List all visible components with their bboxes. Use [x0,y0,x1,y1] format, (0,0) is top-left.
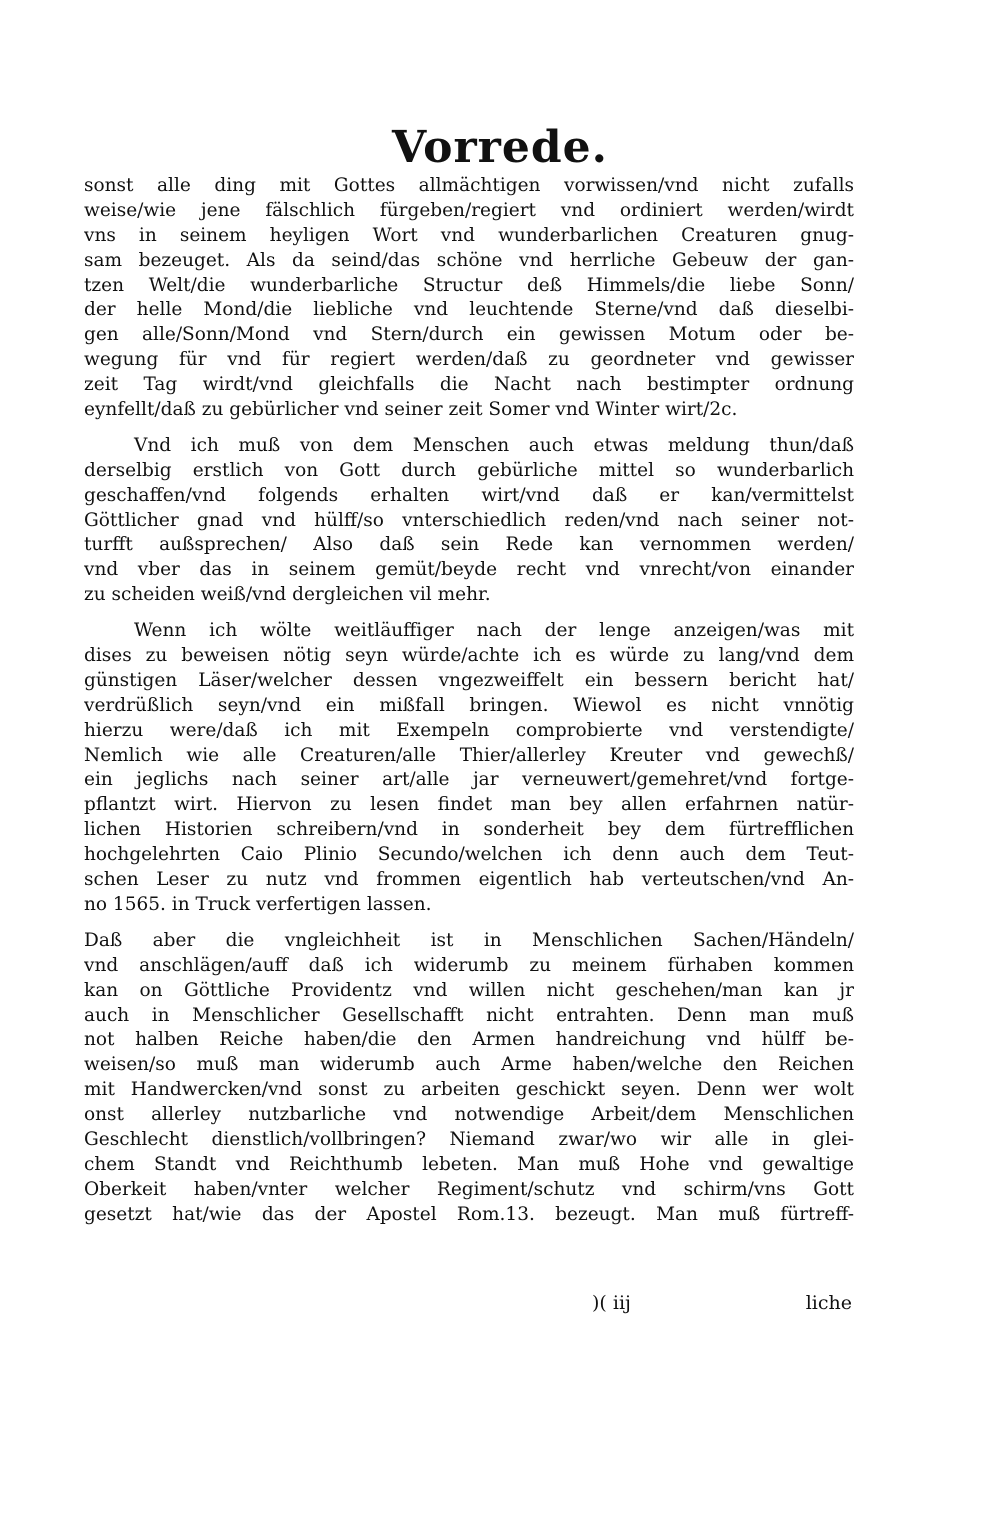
text-line: schen Leser zu nutz vnd frommen eigentlich hab verteutschen/vnd An- [84,869,854,891]
paragraph [84,619,854,918]
text-line: ein jeglichs nach seiner art/alle jar verneuwert/gemehret/vnd fortge- [84,769,854,791]
text-line: Oberkeit haben/vnter welcher Regiment/schutz vnd schirm/vns Gott [84,1178,854,1200]
text-line: geschaffen/vnd folgends erhalten wirt/vnd daß er kan/vermittelst [84,484,854,506]
text-line: mit Handwercken/vnd sonst zu arbeiten geschickt seyen. Denn wer wolt [84,1079,854,1101]
text-line: gesetzt hat/wie das der Apostel Rom.13. bezeugt. Man muß fürtreff- [84,1203,854,1225]
text-line: hierzu were/daß ich mit Exempeln comprobierte vnd verstendigte/ [84,719,854,741]
text-line: no 1565. in Truck verfertigen lassen. [84,893,432,915]
text-line: verdrüßlich seyn/vnd ein mißfall bringen. Wiewol es nicht vnnötig [84,694,854,716]
text-line: pflantzt wirt. Hiervon zu lesen findet man bey allen erfahrnen natür- [84,794,854,816]
text-line: tzen Welt/die wunderbarliche Structur deß Himmels/die liebe Sonn/ [84,274,854,296]
page-body [84,174,854,1228]
text-line: Göttlicher gnad vnd hülff/so vnterschiedlich reden/vnd nach seiner not- [84,509,854,531]
text-line: Wenn ich wölte weitläuffiger nach der lenge anzeigen/was mit [134,620,854,642]
text-line: wegung für vnd für regiert werden/daß zu geordneter vnd gewisser [84,349,854,371]
text-line: dises zu beweisen nötig seyn würde/achte ich es würde zu lang/vnd dem [84,645,854,667]
page-heading: Vorrede. [392,122,608,173]
text-line: Nemlich wie alle Creaturen/alle Thier/allerley Kreuter vnd gewechß/ [84,744,854,766]
text-line: eynfellt/daß zu gebürlicher vnd seiner zeit Somer vnd Winter wirt/2c. [84,399,738,421]
paragraph [84,434,854,608]
text-line: Daß aber die vngleichheit ist in Menschlichen Sachen/Händeln/ [84,929,854,951]
text-line: onst allerley nutzbarliche vnd notwendige Arbeit/dem Menschlichen [84,1104,854,1126]
text-line: derselbig erstlich von Gott durch gebürliche mittel so wunderbarlich [84,459,854,481]
paragraph-gap [84,423,854,434]
text-line: gen alle/Sonn/Mond vnd Stern/durch ein gewissen Motum oder be- [84,324,854,346]
text-line: sam bezeuget. Als da seind/das schöne vnd herrliche Gebeuw der gan- [84,249,854,271]
text-line: lichen Historien schreibern/vnd in sonderheit bey dem fürtrefflichen [84,819,854,841]
text-line: weise/wie jene fälschlich fürgeben/regiert vnd ordiniert werden/wirdt [84,199,854,221]
catchword: liche [805,1292,852,1314]
text-line: turfft außsprechen/ Also daß sein Rede kan vernommen werden/ [84,534,854,556]
paragraph-gap [84,918,854,929]
text-line: zeit Tag wirdt/vnd gleichfalls die Nacht nach bestimpter ordnung [84,374,854,396]
text-line: günstigen Läser/welcher dessen vngezweiffelt ein bessern bericht hat/ [84,669,854,691]
text-line: Geschlecht dienstlich/vollbringen? Niemand zwar/wo wir alle in glei- [84,1128,854,1150]
paragraph-gap [84,608,854,619]
paragraph [84,174,854,423]
signature-mark: )( iij [592,1292,631,1314]
text-line: chem Standt vnd Reichthumb lebeten. Man muß Hohe vnd gewaltige [84,1153,854,1175]
text-line: der helle Mond/die liebliche vnd leuchtende Sterne/vnd daß dieselbi- [84,299,854,321]
text-line: hochgelehrten Caio Plinio Secundo/welchen ich denn auch dem Teut- [84,844,854,866]
text-line: Vnd ich muß von dem Menschen auch etwas meldung thun/daß [134,434,854,456]
text-line: weisen/so muß man widerumb auch Arme haben/welche den Reichen [84,1054,854,1076]
text-line: vns in seinem heyligen Wort vnd wunderbarlichen Creaturen gnug- [84,224,854,246]
text-line: zu scheiden weiß/vnd dergleichen vil mehr. [84,584,491,606]
text-line: not halben Reiche haben/die den Armen handreichung vnd hülff be- [84,1029,854,1051]
text-line: sonst alle ding mit Gottes allmächtigen vorwissen/vnd nicht zufalls [84,175,854,196]
text-line: auch in Menschlicher Gesellschafft nicht entrahten. Denn man muß [84,1004,854,1026]
text-line: kan on Göttliche Providentz vnd willen nicht geschehen/man kan jr [84,979,854,1001]
text-line: vnd anschlägen/auff daß ich widerumb zu meinem fürhaben kommen [84,954,854,976]
paragraph [84,929,854,1228]
text-line: vnd vber das in seinem gemüt/beyde recht vnd vnrecht/von einander [84,559,854,581]
